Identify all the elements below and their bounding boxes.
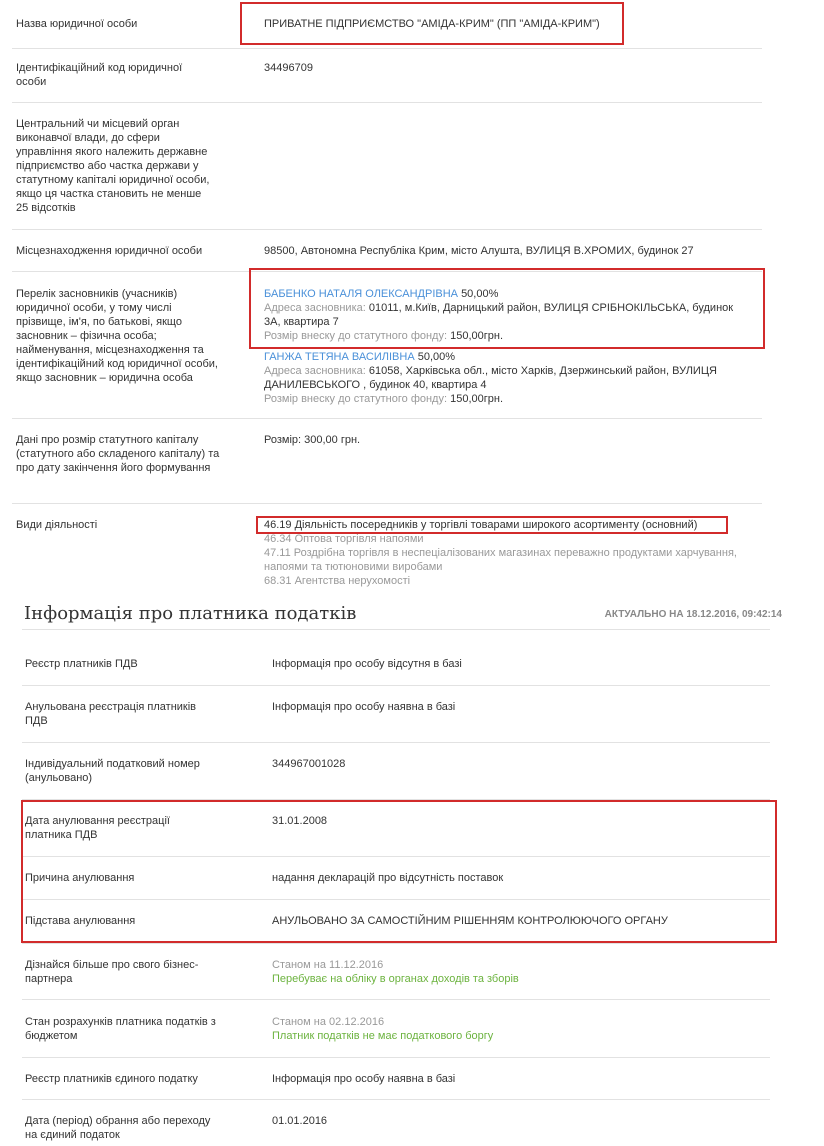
founder-1-name-link[interactable]: БАБЕНКО НАТАЛЯ ОЛЕКСАНДРІВНА <box>264 288 458 300</box>
tax-number-value: 344967001028 <box>272 758 346 770</box>
cancel-date-value: 31.01.2008 <box>272 815 328 827</box>
vat-register-value: Інформація про особу відсутня в базі <box>272 658 462 670</box>
budget-settlements-date: Станом на 02.12.2016 <box>272 1016 385 1028</box>
label-cancelled-vat: Анульована реєстрація платників ПДВ <box>25 701 197 727</box>
budget-settlements-status: Платник податків не має податкового боргу <box>272 1030 494 1042</box>
label-cancel-basis: Підстава анулювання <box>25 915 136 927</box>
founder-2-contrib-label: Розмір внеску до статутного фонду: <box>264 393 448 405</box>
founder-2 <box>264 350 752 406</box>
row-divider <box>22 943 770 944</box>
business-partner-status: Перебуває на обліку в органах доходів та зборів <box>272 973 519 985</box>
label-capital: Дані про розмір статутного капіталу (статутного або складеного капіталу) та про дату закінчення його формування <box>16 434 220 474</box>
actual-timestamp: АКТУАЛЬНО НА 18.12.2016, 09:42:14 <box>604 609 782 620</box>
founder-1-address-label: Адреса засновника: <box>264 302 366 314</box>
row-divider <box>12 229 762 230</box>
row-divider <box>22 629 770 630</box>
label-activities: Види діяльності <box>16 519 98 531</box>
label-tax-number: Індивідуальний податковий номер (анульовано) <box>25 758 200 784</box>
highlight-box-main-activity <box>256 516 728 534</box>
label-cancel-date: Дата анулювання реєстрації платника ПДВ <box>25 815 170 841</box>
activity-item: 46.34 Оптова торгівля напоями <box>264 533 424 545</box>
activity-item: 47.11 Роздрібна торгівля в неспеціалізованих магазинах переважно продуктами харчування, напоями та тютюновими виробами <box>264 547 737 573</box>
label-address: Місцезнаходження юридичної особи <box>16 245 203 257</box>
row-divider <box>12 418 762 419</box>
label-business-partner: Дізнайся більше про свого бізнес-партнера <box>25 959 199 985</box>
label-edrpou: Ідентифікаційний код юридичної особи <box>16 62 183 88</box>
label-cancel-reason: Причина анулювання <box>25 872 135 884</box>
cancel-basis-value: АНУЛЬОВАНО ЗА САМОСТІЙНИМ РІШЕННЯМ КОНТРОЛЮЮЧОГО ОРГАНУ <box>272 915 668 927</box>
label-government-body: Центральний чи місцевий орган виконавчої влади, до сфери управління якого належить державне підприємство або частка держави у статутному капіталі юридичної особи, якщо ця частка становить не менше 25 відсотків <box>16 118 210 214</box>
budget-settlements-value <box>272 1015 752 1043</box>
business-partner-date: Станом на 11.12.2016 <box>272 959 384 971</box>
label-company-name: Назва юридичної особи <box>16 18 138 30</box>
founder-2-share: 50,00% <box>417 351 456 363</box>
highlight-box-cancellation <box>21 800 777 943</box>
single-tax-date-value: 01.01.2016 <box>272 1115 328 1127</box>
founder-1-address: 01011, м.Київ, Дарницький район, ВУЛИЦЯ СРІБНОКІЛЬСЬКА, будинок 3А, квартира 7 <box>264 302 734 328</box>
edrpou-value: 34496709 <box>264 62 313 74</box>
row-divider <box>22 685 770 686</box>
activity-main: 46.19 Діяльність посередників у торгівлі товарами широкого асортименту (основний) <box>264 519 698 531</box>
single-tax-register-value: Інформація про особу наявна в базі <box>272 1073 456 1085</box>
founder-1-contrib: 150,00грн. <box>450 330 504 342</box>
label-budget-settlements: Стан розрахунків платника податків з бюджетом <box>25 1016 216 1042</box>
label-single-tax-register: Реєстр платників єдиного податку <box>25 1073 198 1085</box>
highlight-box-company-name <box>240 2 624 45</box>
tax-section-title: Інформація про платника податків <box>24 603 357 624</box>
label-single-tax-date: Дата (період) обрання або переходу на єдиний податок <box>25 1115 211 1141</box>
founder-2-address: 61058, Харківська обл., місто Харків, Дзержинський район, ВУЛИЦЯ ДАНИЛЕВСЬКОГО , будинок 40, квартира 4 <box>264 365 717 391</box>
founder-2-address-label: Адреса засновника: <box>264 365 366 377</box>
cancelled-vat-value: Інформація про особу наявна в базі <box>272 701 456 713</box>
row-divider <box>12 48 762 49</box>
cancel-reason-value: надання декларацій про відсутність поставок <box>272 872 504 884</box>
row-divider <box>22 999 770 1000</box>
founder-1-share: 50,00% <box>461 288 499 300</box>
founder-2-name-link[interactable]: ГАНЖА ТЕТЯНА ВАСИЛІВНА <box>264 351 415 363</box>
company-name-value: ПРИВАТНЕ ПІДПРИЄМСТВО "АМІДА-КРИМ" (ПП "АМІДА-КРИМ") <box>264 18 600 30</box>
business-partner-value <box>272 958 752 986</box>
activity-item: 68.31 Агентства нерухомості <box>264 575 411 587</box>
founder-2-contrib: 150,00грн. <box>450 393 504 405</box>
row-divider <box>22 1099 770 1100</box>
row-divider <box>12 503 762 504</box>
highlight-box-founder-1 <box>249 268 765 349</box>
capital-value: Розмір: 300,00 грн. <box>264 434 361 446</box>
label-vat-register: Реєстр платників ПДВ <box>25 658 138 670</box>
address-value: 98500, Автономна Республіка Крим, місто Алушта, ВУЛИЦЯ В.ХРОМИХ, будинок 27 <box>264 245 694 257</box>
label-founders: Перелік засновників (учасників) юридичної особи, у тому числі прізвище, ім'я, по батькові, якщо засновник – фізична особа; найменування, місцезнаходження та ідентифікаційний код юридичної особи, якщо засновник – юридична особа <box>16 288 218 384</box>
founder-1-contrib-label: Розмір внеску до статутного фонду: <box>264 330 448 342</box>
row-divider <box>22 742 770 743</box>
row-divider <box>22 1057 770 1058</box>
row-divider <box>12 102 762 103</box>
